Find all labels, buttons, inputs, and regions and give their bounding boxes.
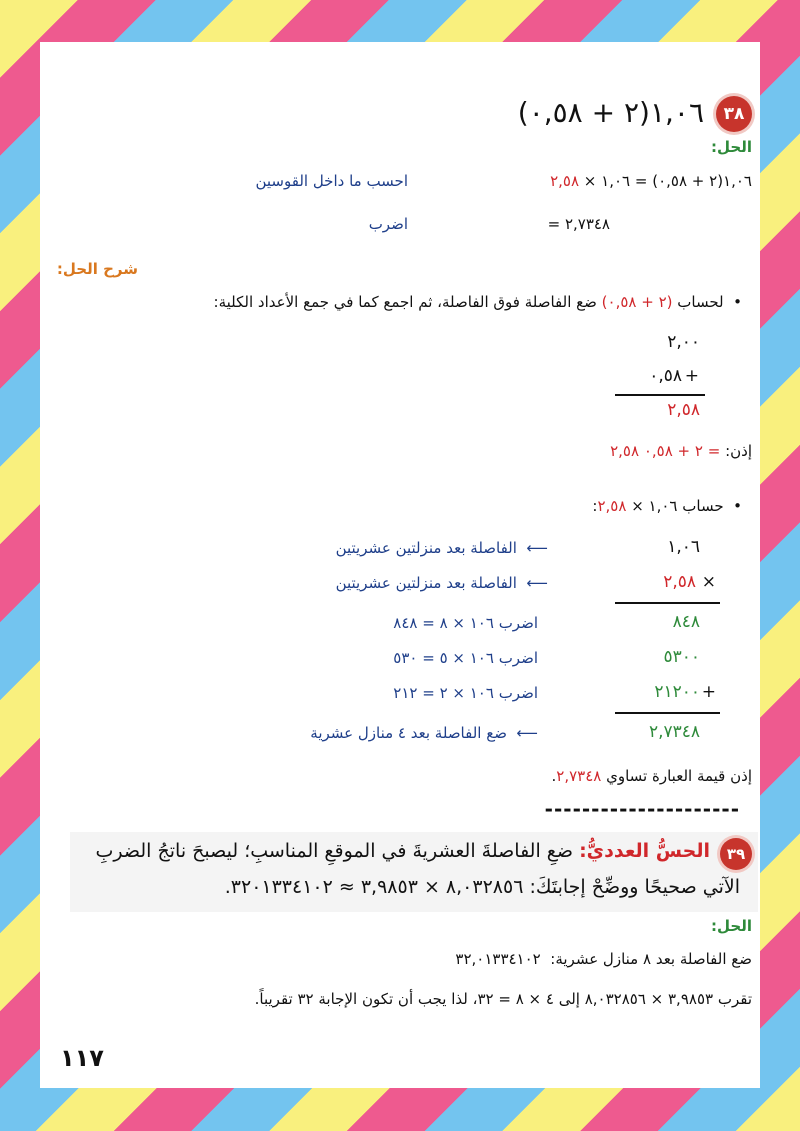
problem-39-line2: الآتي صحيحًا ووضِّحْ إجابتَكَ: ٨,٠٣٢٨٥٦ × ٣,٩٨٥٣ ≈ ٣٢٠١٣٣٤١٠٢. [224, 876, 740, 898]
addition-line [615, 394, 705, 396]
addition-row2: ٠,٥٨ [649, 366, 682, 386]
mult-row1-note: ⟵ الفاصلة بعد منزلتين عشريتين [335, 539, 548, 557]
mult-result-note: ⟵ ضع الفاصلة بعد ٤ منازل عشرية [310, 724, 538, 742]
explanation-label: شرح الحل: [56, 260, 138, 278]
mult-row2-note: ⟵ الفاصلة بعد منزلتين عشريتين [335, 574, 548, 592]
bullet1-text: • لحساب (٢ + ٠,٥٨) ضع الفاصلة فوق الفاصلة، ثم اجمع كما في جمع الأعداد الكلية: [213, 293, 742, 311]
mult-partial1: ٨٤٨ [672, 612, 700, 632]
addition-plus: + [684, 366, 705, 386]
mult-partial2: ٥٣٠٠ [663, 647, 700, 667]
bullet2-text: • حساب ١,٠٦ × ٢,٥٨: [592, 497, 742, 515]
addition-result: ٢,٥٨ [667, 400, 700, 420]
mult-line-2 [615, 712, 720, 714]
mult-plus: + [701, 682, 722, 702]
conclusion: إذن قيمة العبارة تساوي ٢,٧٣٤٨. [551, 767, 752, 785]
answer2: تقرب ٣,٩٨٥٣ × ٨,٠٣٢٨٥٦ إلى ٤ × ٨ = ٣٢، لذا يجب أن تكون الإجابة ٣٢ تقريباً. [254, 990, 752, 1008]
page-number: ١١٧ [60, 1044, 104, 1072]
mult-times: × [701, 572, 722, 592]
mult-row1: ١,٠٦ [667, 537, 700, 557]
problem-39-badge: ٣٩ [720, 838, 752, 870]
mult-partial1-note: اضرب ١٠٦ × ٨ = ٨٤٨ [393, 614, 538, 632]
then1-line: إذن: ٢ + ٠,٥٨ = ٢,٥٨ [610, 442, 752, 460]
mult-partial2-note: اضرب ١٠٦ × ٥ = ٥٣٠ [393, 649, 538, 667]
problem-39-line1: الحسُّ العدديُّ: ضعِ الفاصلةَ العشريةَ في الموقعِ المناسبِ؛ ليصبحَ ناتجُ الضربِ [95, 840, 710, 862]
step2-equation: = ٢,٧٣٤٨ [547, 215, 610, 233]
mult-result: ٢,٧٣٤٨ [648, 722, 700, 742]
problem-38-badge: ٣٨ [716, 96, 752, 132]
step1-note: احسب ما داخل القوسين [255, 172, 408, 190]
mult-row2: ٢,٥٨ [663, 572, 696, 592]
solution-label: الحل: [711, 138, 752, 156]
addition-row1: ٢,٠٠ [667, 332, 700, 352]
step2-note: اضرب [368, 215, 408, 233]
mult-partial3-note: اضرب ١٠٦ × ٢ = ٢١٢ [393, 684, 538, 702]
separator: --------------------- [544, 797, 740, 821]
problem-38-expression: ١,٠٦(٢ + ٠,٥٨) [517, 96, 704, 129]
mult-partial3: ٢١٢٠٠ [654, 682, 700, 702]
solution-label-2: الحل: [711, 917, 752, 935]
answer1: ضع الفاصلة بعد ٨ منازل عشرية: ٣٢,٠١٣٣٤١٠٢ [455, 950, 752, 968]
mult-line-1 [615, 602, 720, 604]
step1-equation: ١,٠٦(٢ + ٠,٥٨) = ١,٠٦ × ٢,٥٨ [550, 172, 752, 190]
worksheet-page [40, 42, 760, 1088]
